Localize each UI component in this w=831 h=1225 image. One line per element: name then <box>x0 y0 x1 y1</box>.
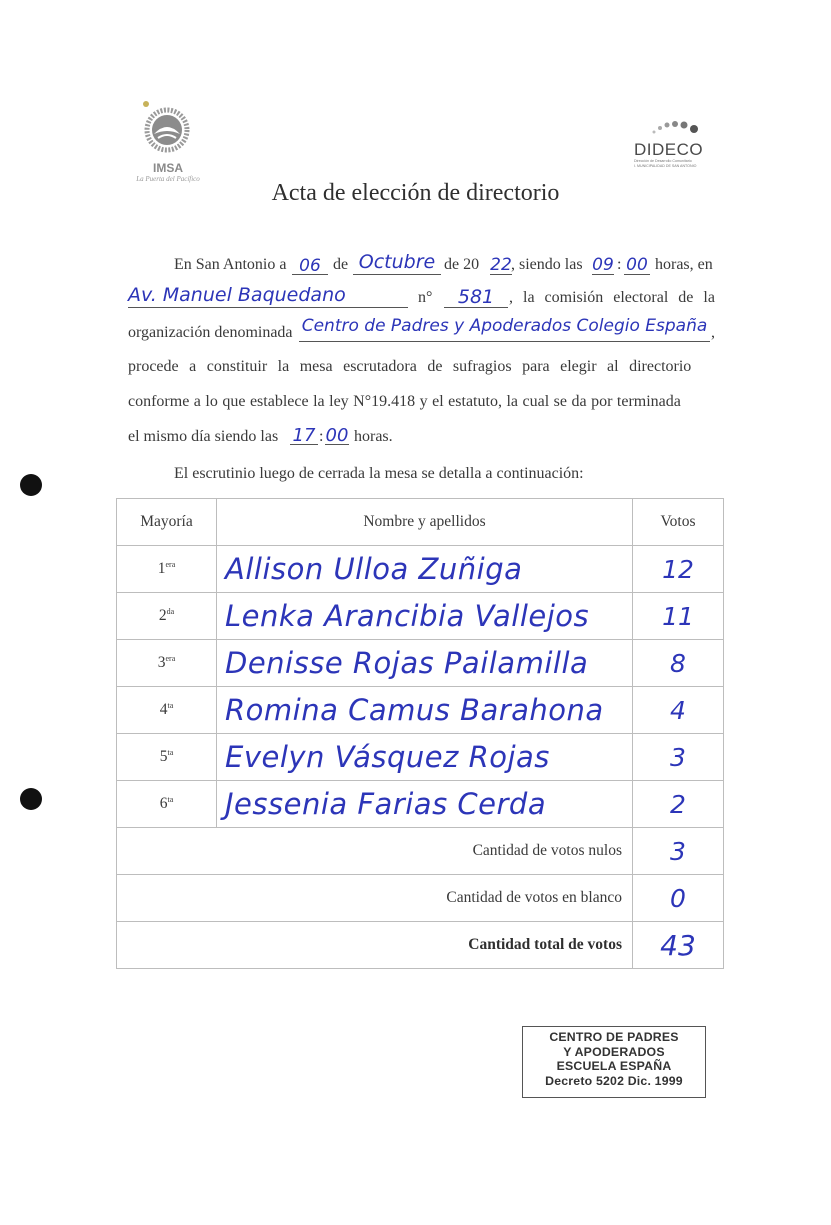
candidate-name: Romina Camus Barahona <box>225 693 604 727</box>
intro-n: n° <box>418 289 433 306</box>
candidate-name-cell <box>217 734 633 781</box>
blank-votes-value: 0 <box>670 883 686 913</box>
votes-cell <box>633 687 724 734</box>
page-title: Acta de elección de directorio <box>271 180 560 206</box>
punch-hole-top <box>20 474 42 496</box>
null-votes-label: Cantidad de votos nulos <box>217 828 633 875</box>
intro-de-1: de <box>333 256 349 273</box>
dideco-dots-icon <box>634 118 714 136</box>
day-value: 06 <box>299 256 321 276</box>
candidate-name: Evelyn Vásquez Rojas <box>225 740 550 774</box>
rank-suffix: era <box>165 559 176 569</box>
votes-cell <box>633 546 724 593</box>
rank-suffix: ta <box>167 747 174 757</box>
table-row <box>117 546 724 593</box>
votes-cell <box>633 781 724 828</box>
candidate-name-cell <box>217 546 633 593</box>
stamp-line-2: Y APODERADOS <box>563 1044 665 1059</box>
year-field <box>490 253 512 275</box>
summary-spacer <box>117 922 217 969</box>
intro-mismo-dia: el mismo día siendo las <box>128 428 279 445</box>
candidate-name-cell <box>217 593 633 640</box>
dideco-name: DIDECO <box>634 140 704 159</box>
rank-number: 6 <box>159 795 168 813</box>
intro-horas-en: horas, en <box>655 256 713 273</box>
intro-horas: horas. <box>354 428 393 445</box>
votes-value: 3 <box>670 742 686 772</box>
candidate-name: Denisse Rojas Pailamilla <box>225 646 589 680</box>
rank-suffix: era <box>165 653 176 663</box>
street-field <box>128 282 408 308</box>
rank-number: 5 <box>159 748 168 766</box>
table-header-row <box>117 499 724 546</box>
null-votes-value: 3 <box>670 836 686 866</box>
candidate-name-cell <box>217 781 633 828</box>
votes-value: 11 <box>662 601 694 631</box>
month-field <box>353 249 441 275</box>
summary-row-null-votes <box>117 828 724 875</box>
hour-field <box>592 253 614 275</box>
votes-cell <box>633 734 724 781</box>
stamp-line-3: ESCUELA ESPAÑA <box>556 1059 672 1073</box>
end-minute-value: 00 <box>325 425 349 446</box>
table-row <box>117 781 724 828</box>
rank-cell <box>117 687 217 734</box>
imsa-emblem-icon <box>118 98 218 160</box>
header-votes: Votos <box>633 499 724 546</box>
table-row <box>117 734 724 781</box>
dideco-logo <box>634 118 714 174</box>
rank-suffix: ta <box>167 794 174 804</box>
candidate-name-cell <box>217 640 633 687</box>
minute-field <box>624 253 650 275</box>
table-row <box>117 687 724 734</box>
rank-cell <box>117 734 217 781</box>
votes-cell <box>633 640 724 687</box>
intro-comision: , la comisión electoral de la <box>509 289 715 306</box>
votes-cell <box>633 593 724 640</box>
summary-row-total-votes <box>117 922 724 969</box>
stamp-line-1: CENTRO DE PADRES <box>549 1030 679 1044</box>
total-votes-cell <box>633 922 724 969</box>
intro-siendo: , siendo las <box>511 256 583 273</box>
blank-votes-label: Cantidad de votos en blanco <box>217 875 633 922</box>
intro-colon: : <box>617 256 622 273</box>
intro-line-conforme: conforme a lo que establece la ley N°19.418 y el estatuto, la cual se da por terminada <box>128 393 681 410</box>
summary-row-blank-votes <box>117 875 724 922</box>
summary-spacer <box>117 875 217 922</box>
candidate-name-cell <box>217 687 633 734</box>
end-hour-field <box>290 423 318 445</box>
rank-suffix: ta <box>167 700 174 710</box>
rank-cell <box>117 593 217 640</box>
intro-colon-2: : <box>319 428 324 445</box>
hour-value: 09 <box>592 255 614 275</box>
imsa-name: IMSA <box>153 161 183 175</box>
organization-value: Centro de Padres y Apoderados Colegio España <box>301 316 708 336</box>
rank-suffix: da <box>166 606 175 616</box>
number-field <box>444 284 508 308</box>
rank-cell <box>117 781 217 828</box>
votes-value: 8 <box>670 648 686 678</box>
imsa-logo <box>118 98 218 183</box>
candidate-name: Lenka Arancibia Vallejos <box>225 599 590 633</box>
null-votes-cell <box>633 828 724 875</box>
month-value: Octubre <box>358 251 436 273</box>
votes-value: 12 <box>662 554 694 584</box>
header-name: Nombre y apellidos <box>217 499 633 546</box>
header-rank: Mayoría <box>117 499 217 546</box>
results-table <box>116 498 724 969</box>
stamp-line-4: Decreto 5202 Dic. 1999 <box>545 1073 683 1088</box>
organization-field <box>299 314 710 342</box>
street-value: Av. Manuel Baquedano <box>128 284 346 306</box>
intro-comma: , <box>711 324 715 341</box>
number-value: 581 <box>457 286 495 308</box>
table-row <box>117 593 724 640</box>
blank-votes-cell <box>633 875 724 922</box>
candidate-name: Jessenia Farias Cerda <box>225 787 547 821</box>
rank-number: 4 <box>159 701 168 719</box>
candidate-name: Allison Ulloa Zuñiga <box>225 552 523 586</box>
votes-value: 2 <box>670 789 686 819</box>
dideco-subtitle-2: I. MUNICIPALIDAD DE SAN ANTONIO <box>634 164 697 168</box>
end-hour-value: 17 <box>292 425 316 446</box>
intro-en-san-antonio: En San Antonio a <box>174 256 287 273</box>
intro-line-procede: procede a constituir la mesa escrutadora de sufragios para elegir al directorio <box>128 358 692 375</box>
rank-number: 1 <box>157 560 166 578</box>
rank-number: 2 <box>158 607 167 625</box>
end-minute-field <box>325 423 349 445</box>
total-votes-value: 43 <box>660 928 696 962</box>
imsa-tagline: La Puerta del Pacífico <box>136 175 200 183</box>
punch-hole-bottom <box>20 788 42 810</box>
dideco-subtitle-1: Dirección de Desarrollo Comunitario <box>634 159 692 163</box>
organization-stamp <box>522 1026 706 1098</box>
rank-number: 3 <box>157 654 166 672</box>
table-row <box>117 640 724 687</box>
minute-value: 00 <box>626 255 648 275</box>
summary-spacer <box>117 828 217 875</box>
intro-de-2: de 20 <box>444 256 480 273</box>
rank-cell <box>117 546 217 593</box>
intro-organizacion: organización denominada <box>128 324 293 341</box>
votes-value: 4 <box>670 695 686 725</box>
total-votes-label: Cantidad total de votos <box>217 922 633 969</box>
year-value: 22 <box>490 255 512 275</box>
rank-cell <box>117 640 217 687</box>
day-field <box>292 254 328 275</box>
escrutinio-text: El escrutinio luego de cerrada la mesa se detalla a continuación: <box>174 465 584 482</box>
